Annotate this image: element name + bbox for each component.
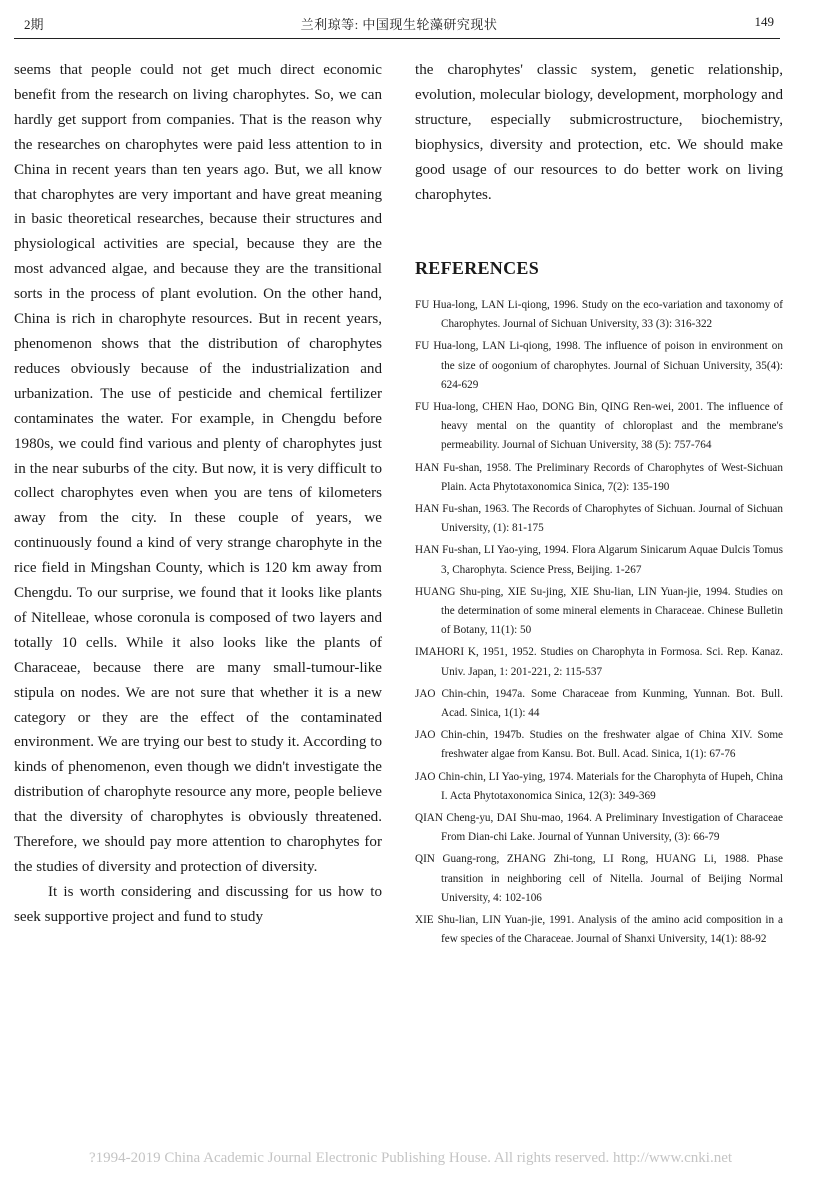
running-title: 兰利琼等: 中国现生轮藻研究现状 (300, 17, 498, 32)
reference-item: IMAHORI K, 1951, 1952. Studies on Charophyta in Formosa. Sci. Rep. Kanaz. Univ. Japan, 1: 201-221, 2: 115-537 (415, 646, 783, 678)
reference-list (415, 296, 783, 953)
reference-item: QIAN Cheng-yu, DAI Shu-mao, 1964. A Preliminary Investigation of Characeae From Dian-chi Lake. Journal of Yunnan University, (3): 66-79 (415, 812, 783, 844)
reference-item: FU Hua-long, LAN Li-qiong, 1998. The influence of poison in environment on the size of oogonium of charophytes. Journal of Sichuan University, 35(4): 624-629 (415, 340, 783, 391)
reference-item: JAO Chin-chin, LI Yao-ying, 1974. Materials for the Charophyta of Hupeh, China I. Acta Phytotaxonomica Sinica, 12(3): 349-369 (415, 770, 783, 802)
body-paragraph: the charophytes' classic system, genetic relationship, evolution, molecular biology, development, morphology and structure, especially submicrostructure, biochemistry, biophysics, diversity and protection, etc. We should make good usage of our resources to do better work on living charophytes. (415, 62, 783, 203)
reference-item: JAO Chin-chin, 1947b. Studies on the freshwater algae of China XIV. Some freshwater algae from Kansu. Bot. Bull. Acad. Sinica, 1(1): 67-76 (415, 729, 783, 761)
reference-item: QIN Guang-rong, ZHANG Zhi-tong, LI Rong, HUANG Li, 1988. Phase transition in neighboring cell of Nitella. Journal of Beijing Normal University, 4: 102-106 (415, 853, 783, 904)
issue-number: 2期 (24, 17, 44, 32)
reference-item: HAN Fu-shan, 1958. The Preliminary Records of Charophytes of West-Sichuan Plain. Acta Phytotaxonomica Sinica, 7(2): 135-190 (415, 461, 783, 493)
reference-item: FU Hua-long, CHEN Hao, DONG Bin, QING Ren-wei, 2001. The influence of heavy mental on the quantity of chloroplast and the membrane's permeability. Journal of Sichuan University, 38 (5): 757-764 (415, 401, 783, 452)
reference-item: HAN Fu-shan, LI Yao-ying, 1994. Flora Algarum Sinicarum Aquae Dulcis Tomus 3, Charophyta. Science Press, Beijing. 1-267 (415, 544, 783, 576)
header-rule (14, 38, 780, 39)
body-paragraph: seems that people could not get much direct economic benefit from the research on living charophytes. So, we can hardly get support from companies. That is the reason why the researches on charophytes were paid less attention to in China in recent years than ten years ago. But, we all know that charophytes are very important and have great meaning in basic theoretical researches, because their structures and physiological activities are special, because they are the most advanced algae, and because they are the transitional sorts in the process of plant evolution. On the other hand, China is rich in charophyte resources. But in recent years, phenomenon shows that the distribution of charophytes reduces obviously because of the industrialization and urbanization. The use of pesticide and chemical fertilizer contaminates the water. For example, in Chengdu before 1980s, we could find various and plenty of charophytes just in the near suburbs of the city. But now, it is very difficult to collect charophytes even when you are tens of kilometers away from the city. In these couple of years, we continuously found a kind of very strange charophyte in the rice field in Mingshan County, which is 120 km away from Chengdu. To our surprise, we found that it looks like plants of Nitelleae, whose coronula is composed of two layers and totally 10 cells. While it also looks like the plants of Characeae, because there are many small-tumour-like stipula on nodes. We are not sure that whether it is a new category or they are the effect of the contaminated environment. We are trying our best to study it. According to kinds of phenomenon, even though we didn't investigate the distribution of charophyte resource any more, people believe that the diversity of charophytes is obviously threatened. Therefore, we should pay more attention to charophytes for the studies of diversity and protection of diversity. (14, 62, 382, 875)
reference-item: JAO Chin-chin, 1947a. Some Characeae from Kunming, Yunnan. Bot. Bull. Acad. Sinica, 1(1): 44 (415, 687, 783, 720)
reference-item: FU Hua-long, LAN Li-qiong, 1996. Study on the eco-variation and taxonomy of Charophytes. Journal of Sichuan University, 33 (3): 316-322 (415, 299, 783, 331)
page-header (24, 14, 774, 36)
references-heading: REFERENCES (415, 258, 540, 278)
copyright-footer: ?1994-2019 China Academic Journal Electronic Publishing House. All rights reserved. http://www.cnki.net (88, 1150, 733, 1166)
left-column (14, 58, 382, 930)
body-paragraph: It is worth considering and discussing for us how to seek supportive project and fund to study (14, 883, 382, 925)
page-number: 149 (754, 14, 774, 29)
right-column (415, 58, 783, 207)
reference-item: XIE Shu-lian, LIN Yuan-jie, 1991. Analysis of the amino acid composition in a few species of the Characeae. Journal of Shanxi University, 14(1): 88-92 (415, 914, 783, 946)
reference-item: HUANG Shu-ping, XIE Su-jing, XIE Shu-lian, LIN Yuan-jie, 1994. Studies on the determination of some mineral elements in Characeae. Chinese Bulletin of Botany, 11(1): 50 (415, 585, 783, 637)
reference-item: HAN Fu-shan, 1963. The Records of Charophytes of Sichuan. Journal of Sichuan University, (1): 81-175 (415, 503, 783, 535)
